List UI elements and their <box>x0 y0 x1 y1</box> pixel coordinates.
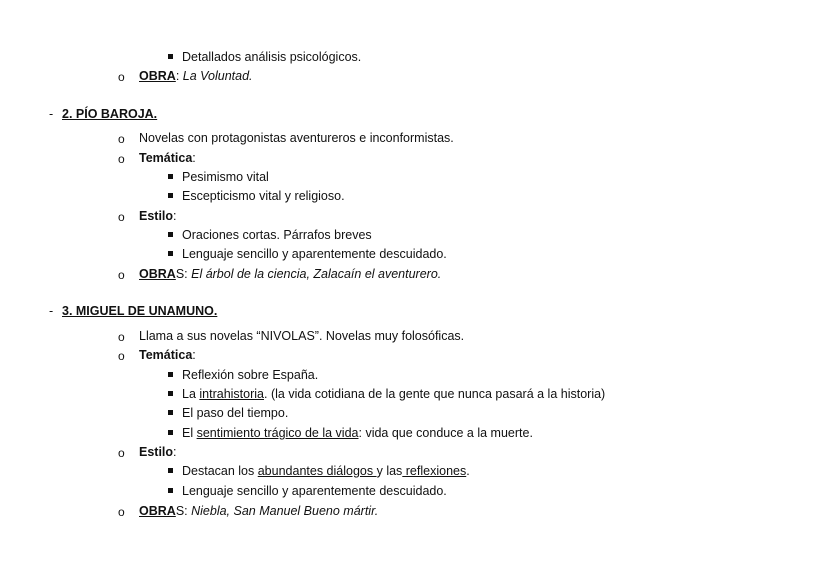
bullet-item: Destacan los abundantes diálogos y las reflexiones. <box>168 463 470 479</box>
square-bullet-icon <box>168 468 173 473</box>
square-bullet-icon <box>168 232 173 237</box>
square-bullet-icon <box>168 54 173 59</box>
baroja-estilo: Estilo: <box>139 209 177 223</box>
baroja-obras: OBRAS: El árbol de la ciencia, Zalacaín el aventurero. <box>139 267 442 281</box>
bullet-item: Detallados análisis psicológicos. <box>168 49 361 65</box>
bullet-item: Escepticismo vital y religioso. <box>168 188 345 204</box>
baroja-tematica: Temática: <box>139 151 196 165</box>
section-heading-baroja: 2. PÍO BAROJA. <box>62 107 158 121</box>
square-bullet-icon <box>168 251 173 256</box>
circle-bullet-icon: o <box>118 132 125 146</box>
obra-line: OBRA: La Voluntad. <box>139 69 253 83</box>
circle-bullet-icon: o <box>118 152 125 166</box>
bullet-item: Reflexión sobre España. <box>168 367 318 383</box>
square-bullet-icon <box>168 174 173 179</box>
unamuno-desc: Llama a sus novelas “NIVOLAS”. Novelas muy folosóficas. <box>139 329 465 343</box>
dash-bullet-icon: - <box>49 304 54 318</box>
square-bullet-icon <box>168 410 173 415</box>
bullet-item: Lenguaje sencillo y aparentemente descuidado. <box>168 483 447 499</box>
circle-bullet-icon: o <box>118 70 125 84</box>
bullet-item: La intrahistoria. (la vida cotidiana de la gente que nunca pasará a la historia) <box>168 386 605 402</box>
unamuno-tematica: Temática: <box>139 348 196 362</box>
circle-bullet-icon: o <box>118 210 125 224</box>
bullet-item: El paso del tiempo. <box>168 405 288 421</box>
circle-bullet-icon: o <box>118 446 125 460</box>
bullet-item: El sentimiento trágico de la vida: vida que conduce a la muerte. <box>168 425 533 441</box>
dash-bullet-icon: - <box>49 107 54 121</box>
square-bullet-icon <box>168 372 173 377</box>
unamuno-obras: OBRAS: Niebla, San Manuel Bueno mártir. <box>139 504 379 518</box>
square-bullet-icon <box>168 193 173 198</box>
circle-bullet-icon: o <box>118 349 125 363</box>
bullet-item: Oraciones cortas. Párrafos breves <box>168 227 372 243</box>
circle-bullet-icon: o <box>118 330 125 344</box>
square-bullet-icon <box>168 391 173 396</box>
bullet-item: Pesimismo vital <box>168 169 269 185</box>
square-bullet-icon <box>168 430 173 435</box>
circle-bullet-icon: o <box>118 268 125 282</box>
circle-bullet-icon: o <box>118 505 125 519</box>
section-heading-unamuno: 3. MIGUEL DE UNAMUNO. <box>62 304 218 318</box>
square-bullet-icon <box>168 488 173 493</box>
unamuno-estilo: Estilo: <box>139 445 177 459</box>
baroja-desc: Novelas con protagonistas aventureros e inconformistas. <box>139 131 454 145</box>
bullet-item: Lenguaje sencillo y aparentemente descuidado. <box>168 246 447 262</box>
